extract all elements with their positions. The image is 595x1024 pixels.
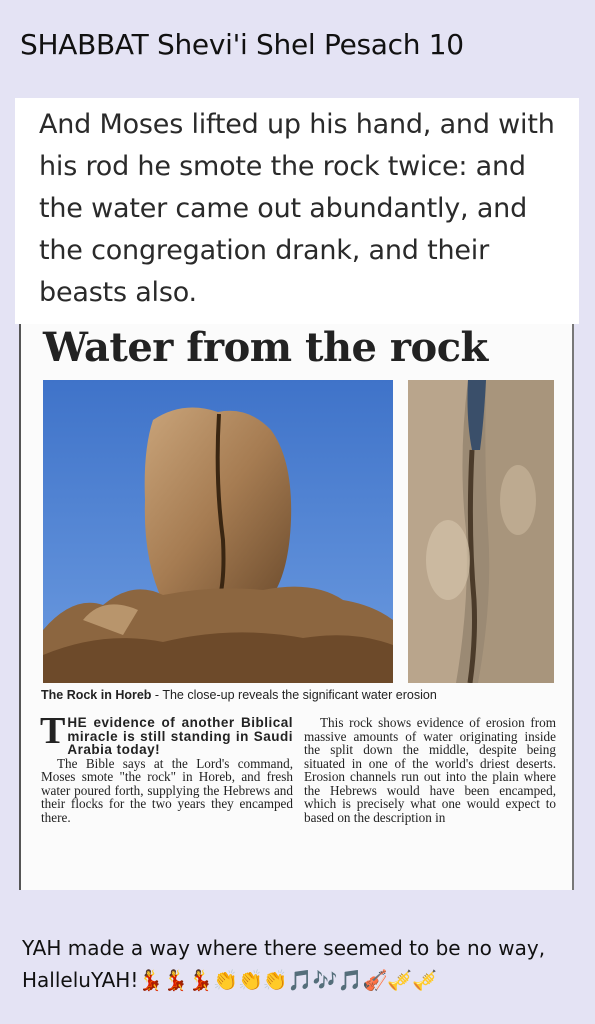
article-column-right [304,716,556,824]
article-headline: Water from the rock [43,324,488,371]
caption-title: The Rock in Horeb [41,688,152,702]
photo-caption [41,688,561,702]
rock-photo [43,380,393,683]
article-lead: HE evidence of another Biblical miracle is still standing in Saudi Arabia today! [67,715,293,757]
rock-closeup-photo [408,380,554,683]
article-paragraph-right: This rock shows evidence of erosion from massive amounts of water originating inside the split down the middle, despite being situated in one of the world's driest deserts. Erosion channels run out into the plain where the Hebrews would have been encamped, which is precisely what one would expect to based on the description in [304,715,556,825]
article-column-left [40,710,293,825]
newspaper-clipping [19,324,574,890]
article-paragraph-left: The Bible says at the Lord's command, Moses smote "the rock" in Horeb, and fresh water poured forth, supplying the Hebrews and their flocks for the two years they encamped there. [41,755,293,825]
drop-cap: T [40,710,66,752]
footer-emoji: 💃💃💃👏👏👏🎵🎶🎵🎻🎺🎺 [138,968,438,992]
footer-text: YAH made a way where there seemed to be no way, HalleluYAH! [22,936,546,992]
footer-message [22,932,582,996]
scripture-quote-box [15,98,579,324]
page-title: SHABBAT Shevi'i Shel Pesach 10 [20,28,464,61]
scripture-quote: And Moses lifted up his hand, and with his rod he smote the rock twice: and the water came out abundantly, and the congregation drank, and their beasts also. [39,109,555,308]
caption-text: - The close-up reveals the significant water erosion [151,688,437,702]
